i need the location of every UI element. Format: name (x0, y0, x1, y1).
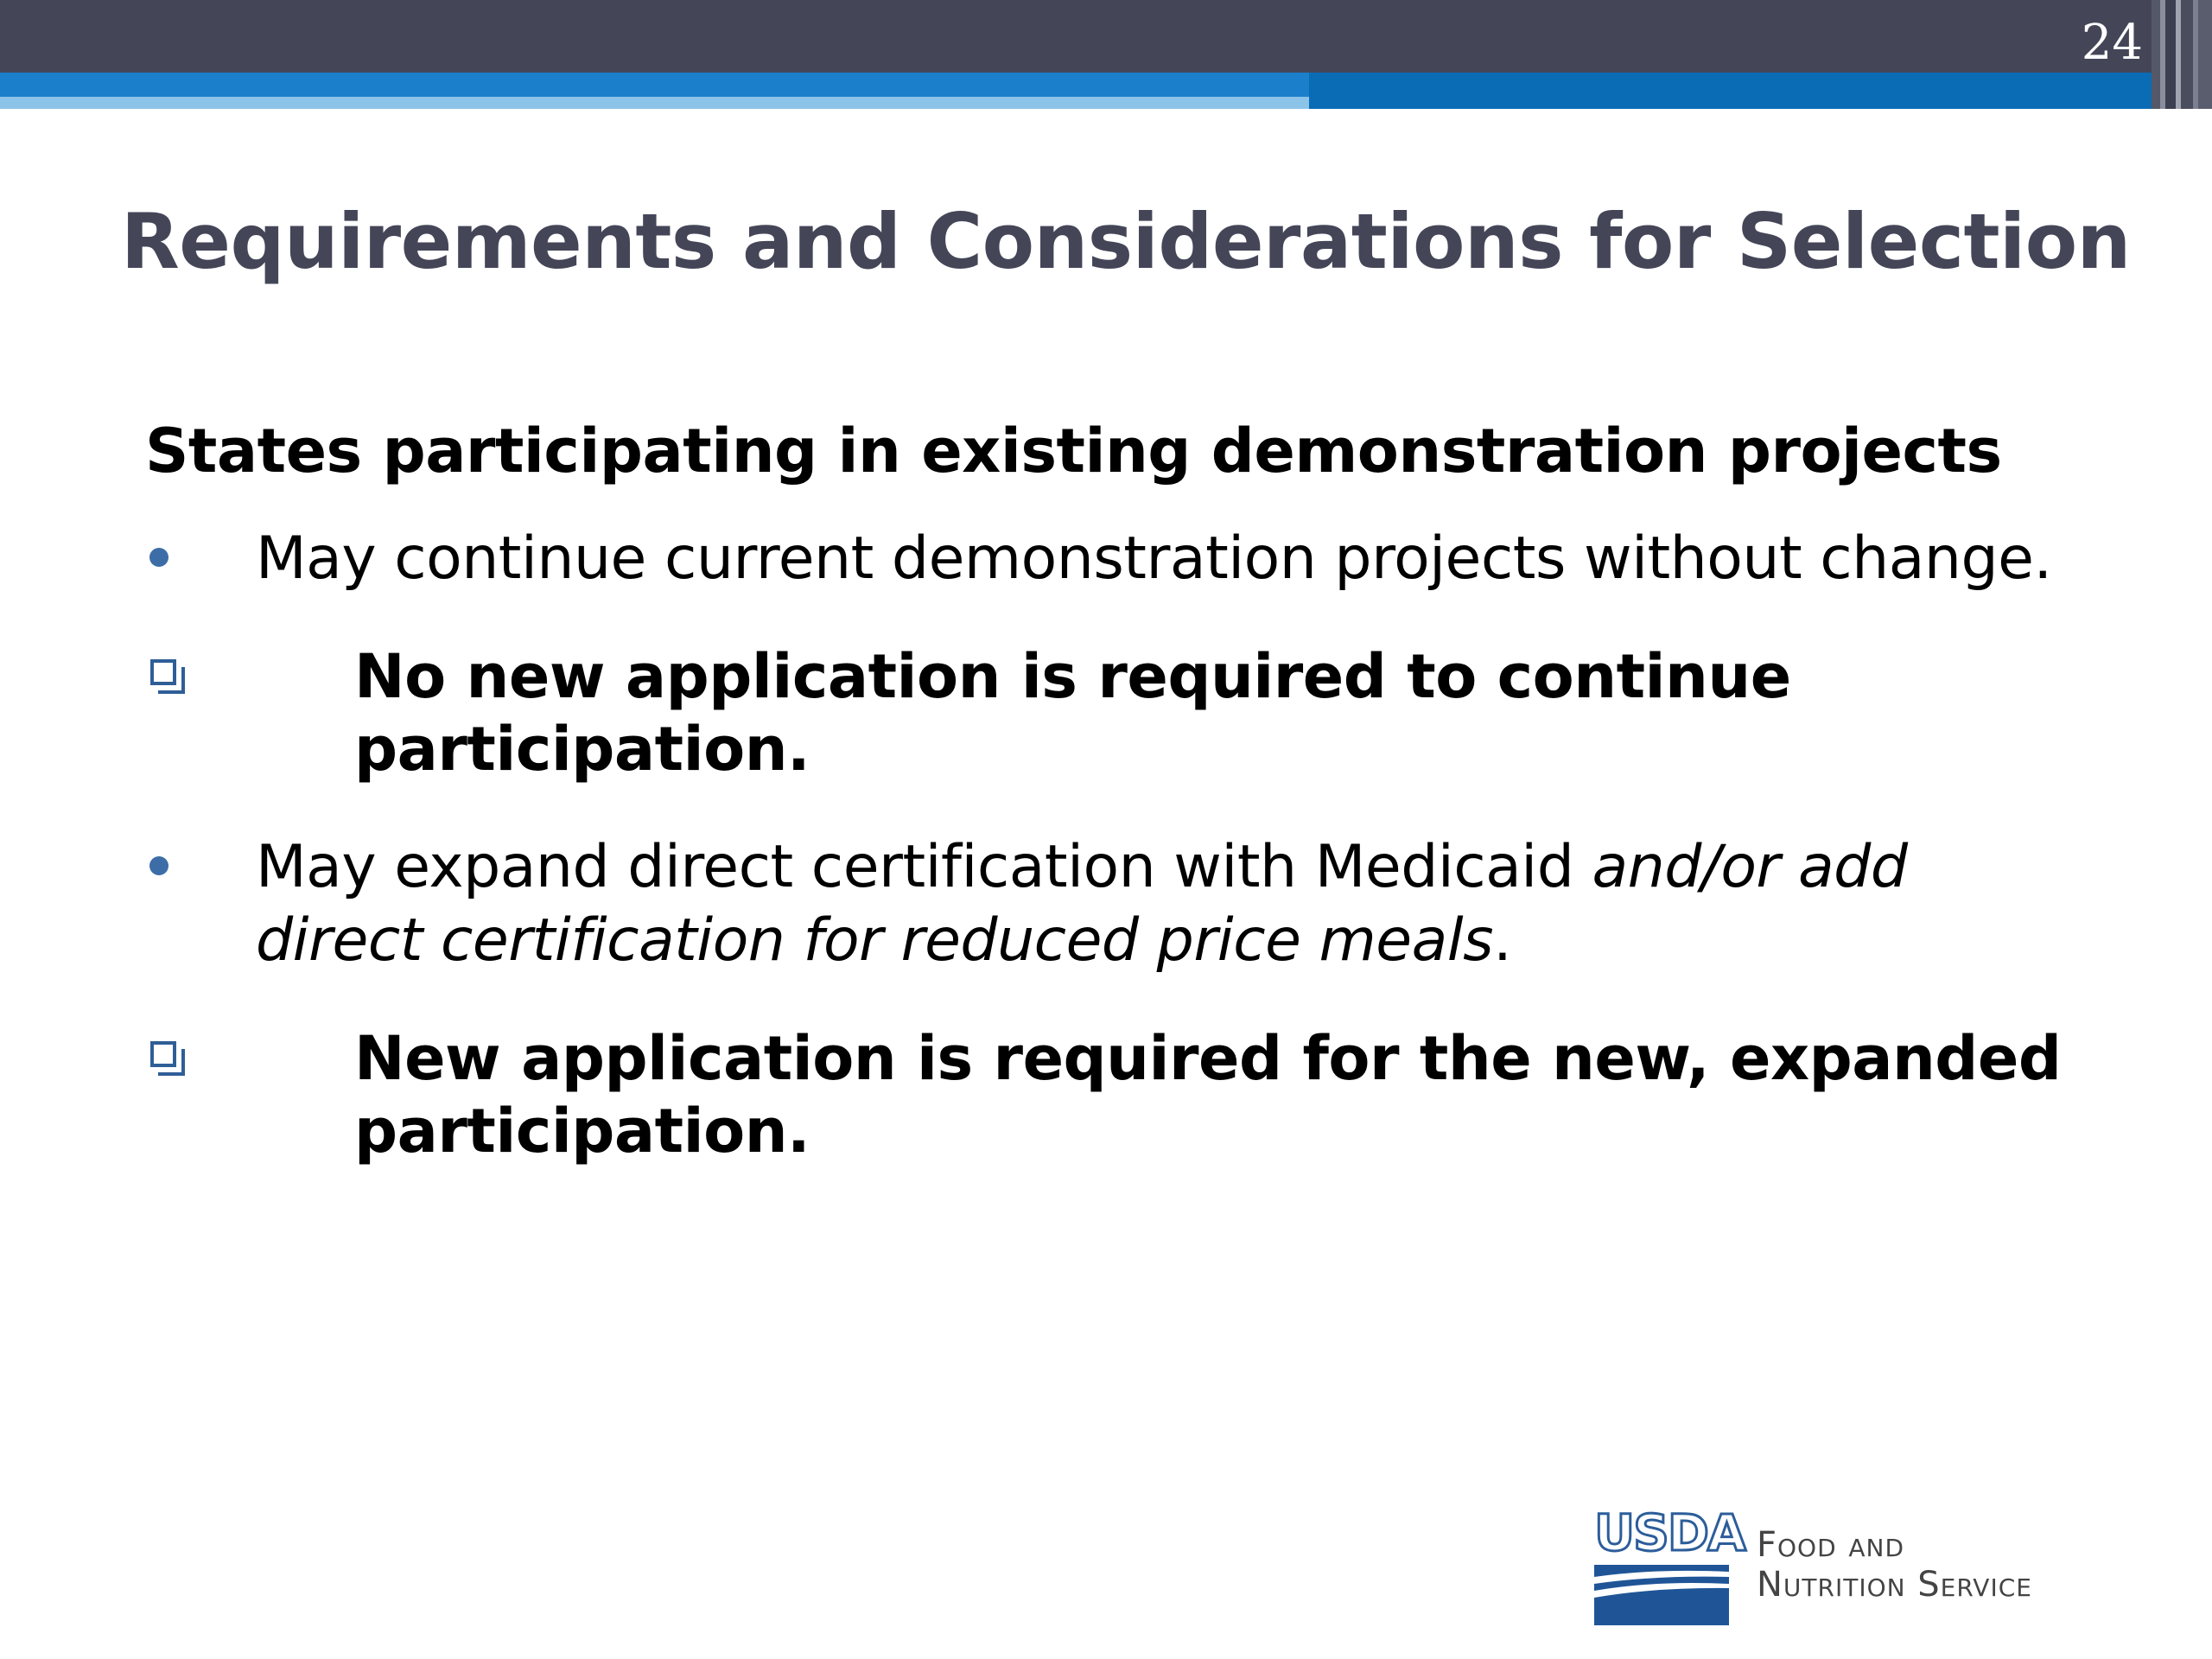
accent-bar-mid (0, 73, 1309, 97)
list-item (145, 640, 2089, 785)
bullet-dot-icon (149, 856, 168, 875)
accent-bar-light (0, 97, 1309, 109)
bullet-dot-icon (149, 548, 168, 567)
agency-name-line2: Nutrition Service (1757, 1565, 2032, 1605)
checkbox-bullet-icon (150, 1041, 176, 1067)
section-heading: States participating in existing demonstration projects (145, 416, 2002, 486)
usda-wordmark: USDA (1594, 1503, 1745, 1562)
list-item-text: May continue current demonstration projects without change. (256, 524, 2052, 593)
list-item-text-tail: . (1493, 906, 1512, 975)
header-bar (0, 0, 2212, 73)
checkbox-bullet-icon (150, 659, 176, 685)
list-item-text (256, 830, 2089, 977)
list-item-text: New application is required for the new, expanded participation. (354, 1023, 2062, 1166)
slide-number: 24 (2081, 15, 2143, 71)
agency-name (1757, 1525, 2032, 1605)
header-stripes (2152, 0, 2212, 109)
list-item (145, 522, 2089, 595)
list-item-text: No new application is required to continue participation. (354, 641, 1791, 785)
slide-content (145, 415, 2089, 1212)
slide-title: Requirements and Considerations for Selection (121, 197, 2131, 286)
usda-field-icon (1594, 1565, 1729, 1625)
list-item-text-regular: May expand direct certification with Medicaid (256, 833, 1592, 901)
list-item (145, 830, 2089, 977)
list-item (145, 1022, 2089, 1167)
list-item-text-italic: and/or add direct certification for reduced price meals (256, 833, 1908, 975)
agency-name-line1: Food and (1757, 1525, 1905, 1565)
